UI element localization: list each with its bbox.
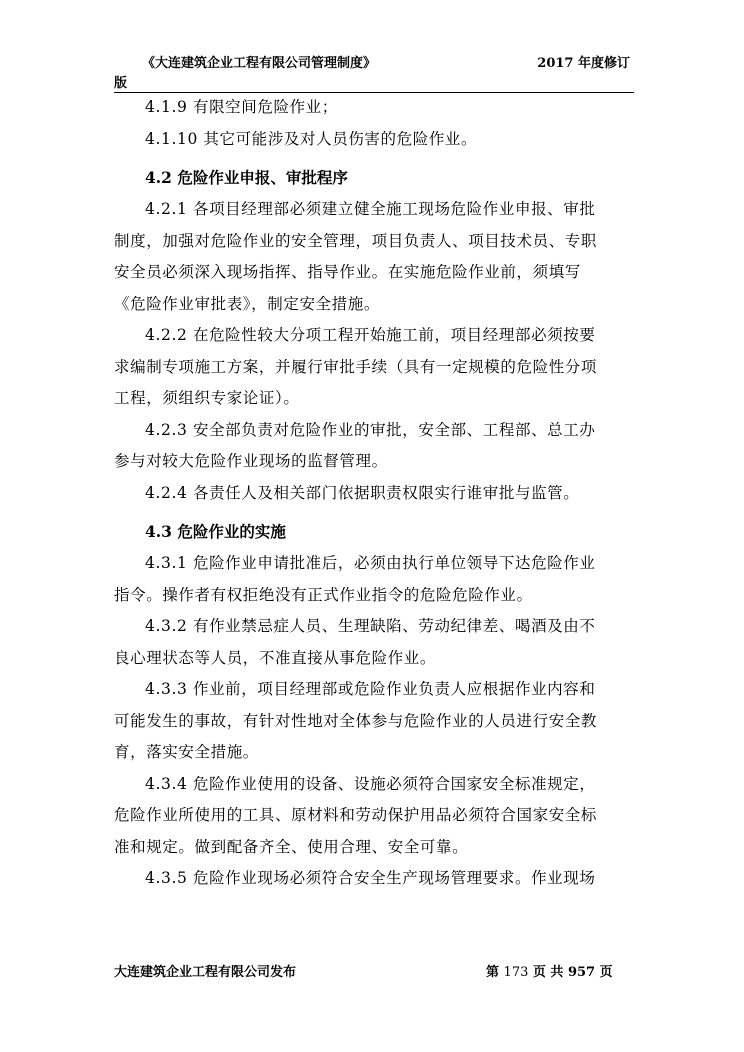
page-suffix: 页 — [599, 965, 613, 980]
text-line: 4.2.4 各责任人及相关部门依据职责权限实行谁审批与监管。 — [145, 483, 580, 502]
text-line: 育，落实安全措施。 — [114, 743, 259, 761]
paragraph-4-3-1 — [114, 548, 636, 611]
paragraph-4-2-4 — [114, 478, 636, 510]
document-body — [114, 92, 636, 895]
page-indicator — [486, 961, 613, 980]
text-line: 求编制专项施工方案，并履行审批手续（具有一定规模的危险性分项 — [114, 357, 598, 376]
item-4-1-9: 4.1.9 有限空间危险作业； — [145, 98, 338, 116]
paragraph-4-3-4 — [114, 769, 636, 864]
text-line: 准和规定。做到配备齐全、使用合理、安全可靠。 — [114, 837, 469, 856]
text-line: 可能发生的事故，有针对性地对全体参与危险作业的人员进行安全教 — [114, 711, 598, 730]
text-line: 危险作业所使用的工具、原材料和劳动保护用品必须符合国家安全标 — [114, 806, 598, 824]
text-line: 安全员必须深入现场指挥、指导作业。在实施危险作业前，须填写 — [114, 263, 581, 281]
text-line: 4.3.2 有作业禁忌症人员、生理缺陷、劳动纪律差、喝酒及由不 — [145, 617, 596, 635]
text-line: 4.3.1 危险作业申请批准后，必须由执行单位领导下达危险作业 — [145, 554, 596, 572]
page-header — [114, 52, 634, 93]
item-4-1-10: 4.1.10 其它可能涉及对人员伤害的危险作业。 — [145, 129, 478, 148]
text-line: 指令。操作者有权拒绝没有正式作业指令的危险危险作业。 — [114, 585, 533, 604]
paragraph-4-2-1 — [114, 194, 636, 320]
revision-label-continued: 版 — [114, 76, 128, 91]
text-line: 4.3.4 危险作业使用的设备、设施必须符合国家安全标准规定， — [145, 774, 596, 793]
total-pages: 957 — [567, 965, 596, 980]
text-line: 参与对较大危险作业现场的监督管理。 — [114, 452, 388, 470]
text-line: 4.3.3 作业前，项目经理部或危险作业负责人应根据作业内容和 — [145, 680, 596, 698]
page-footer — [114, 961, 634, 981]
text-line: 4.2.3 安全部负责对危险作业的审批，安全部、工程部、总工办 — [145, 420, 596, 439]
text-line: 4.2.1 各项目经理部必须建立健全施工现场危险作业申报、审批 — [145, 200, 596, 218]
text-line: 《危险作业审批表》，制定安全措施。 — [114, 294, 380, 313]
publisher-label: 大连建筑企业工程有限公司发布 — [114, 965, 297, 980]
page-prefix: 第 — [486, 965, 500, 980]
text-line: 4.2.2 在危险性较大分项工程开始施工前，项目经理部必须按要 — [145, 326, 596, 344]
page-mid: 页 共 — [532, 965, 564, 980]
text-line: 制度，加强对危险作业的安全管理，项目负责人、项目技术员、专职 — [114, 231, 598, 250]
section-heading-4-2: 4.2 危险作业申报、审批程序 — [145, 168, 348, 187]
document-title: 《大连建筑企业工程有限公司管理制度》 — [142, 56, 377, 71]
paragraph-4-2-3 — [114, 415, 636, 478]
paragraph-4-3-3 — [114, 674, 636, 769]
paragraph-4-2-2 — [114, 320, 636, 415]
text-line: 良心理状态等人员，不准直接从事危险作业。 — [114, 648, 437, 667]
page-number: 173 — [503, 965, 529, 980]
revision-label: 2017 年度修订 — [537, 56, 630, 71]
paragraph-4-3-2 — [114, 611, 636, 674]
text-line: 4.3.5 危险作业现场必须符合安全生产现场管理要求。作业现场 — [145, 869, 596, 887]
text-line: 工程，须组织专家论证）。 — [114, 389, 300, 407]
paragraph-4-3-5 — [114, 863, 636, 895]
section-heading-4-3: 4.3 危险作业的实施 — [145, 522, 286, 541]
